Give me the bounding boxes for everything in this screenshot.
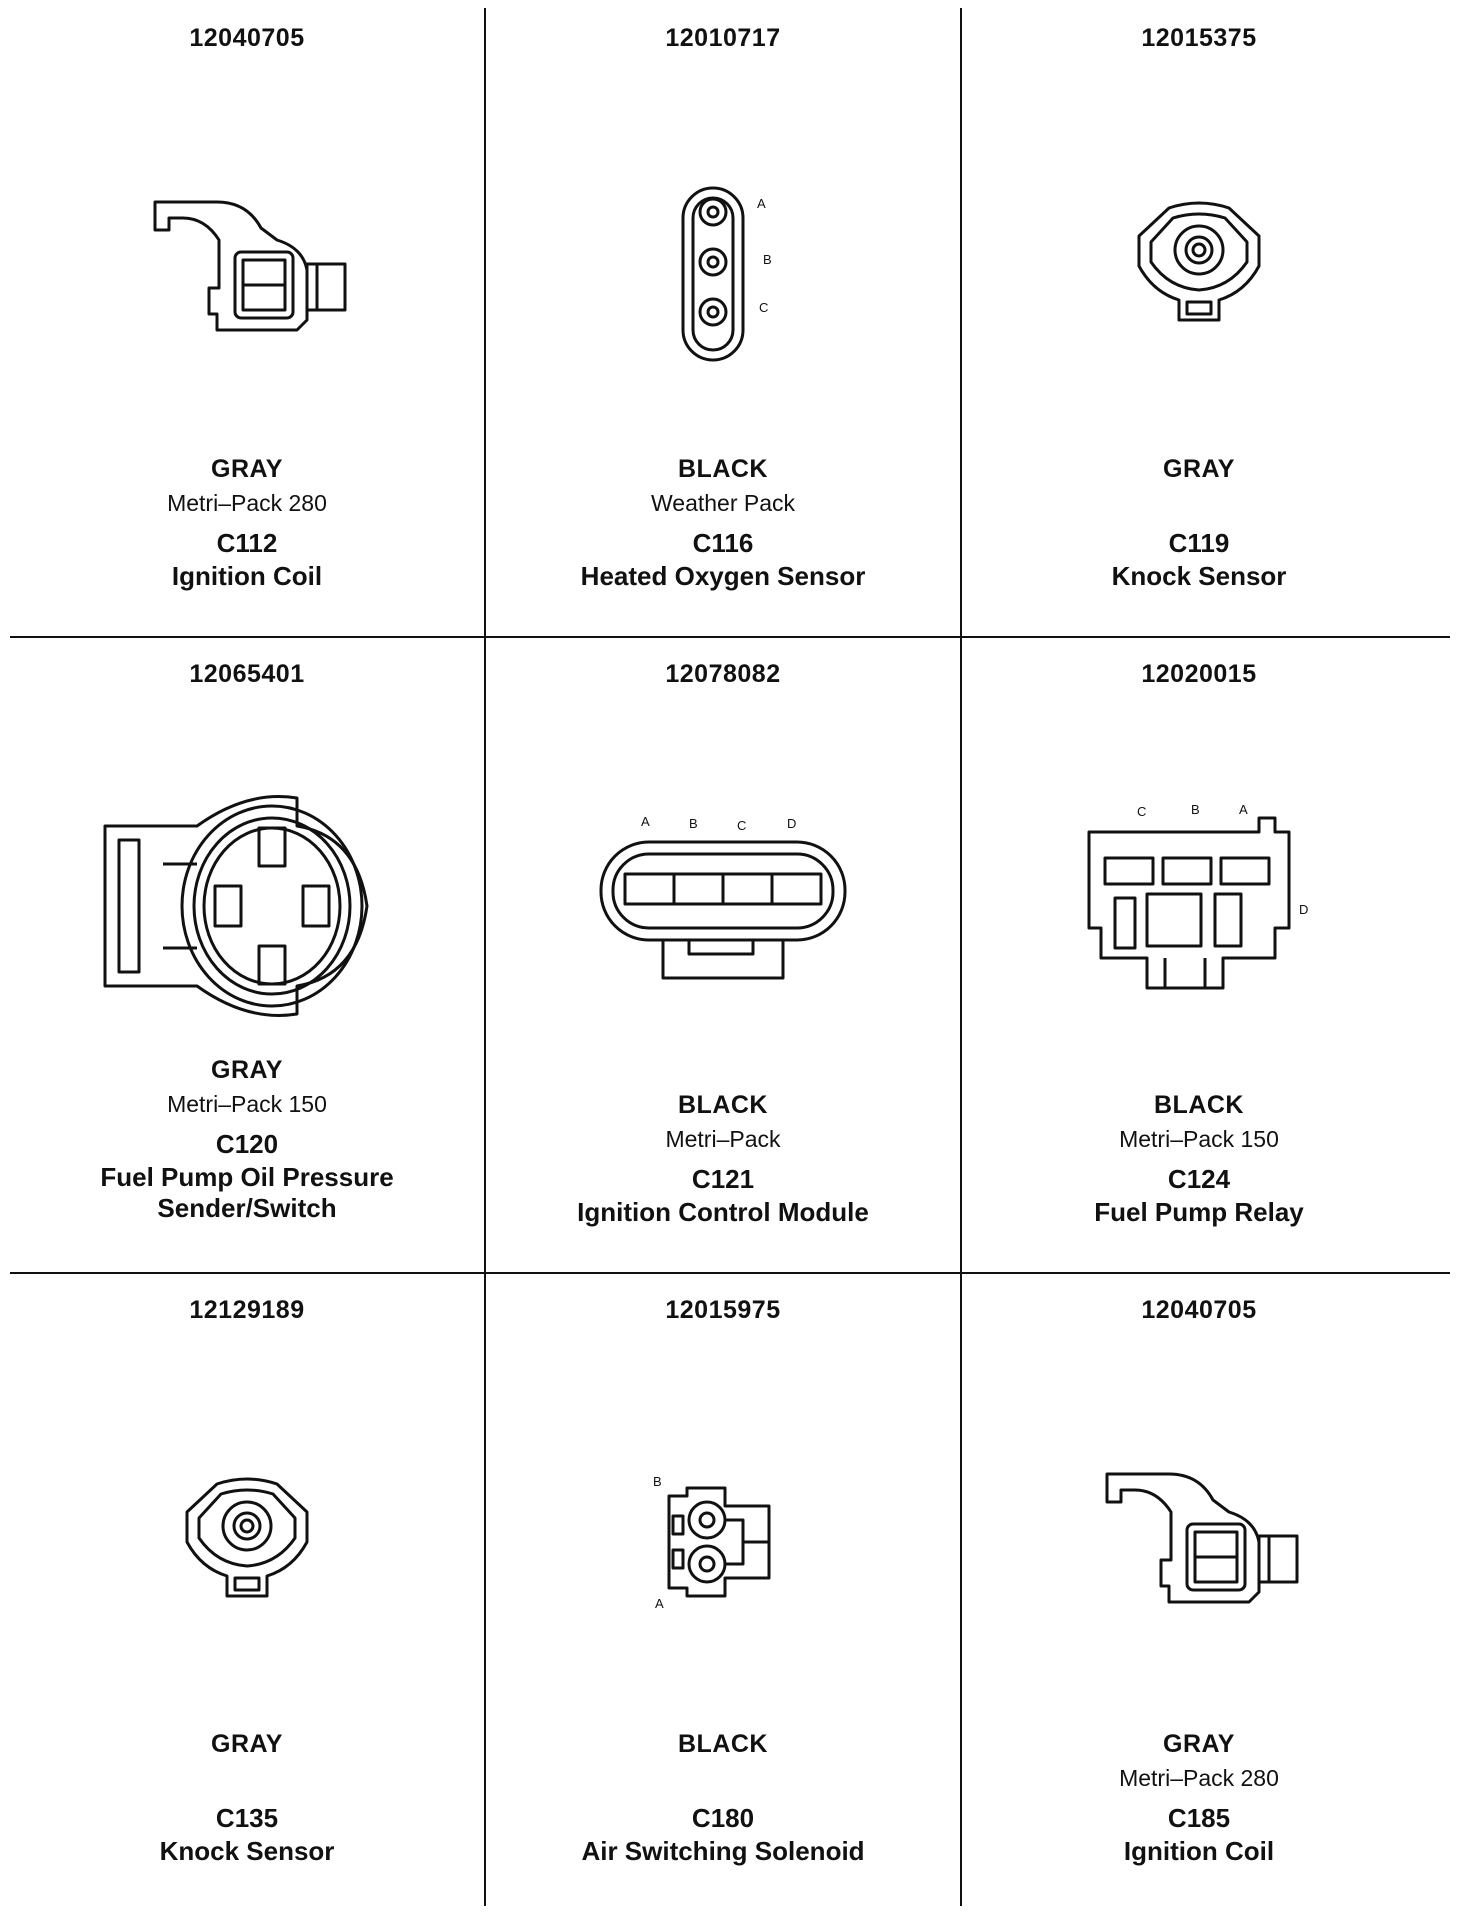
pin-label-d: D [787, 816, 797, 831]
connector-cell-c180 [486, 1272, 960, 1914]
connector-type: Metri–Pack 150 [167, 1091, 327, 1117]
connector-id: C112 [216, 528, 278, 558]
connector-info [10, 1730, 484, 1867]
connector-description: Fuel Pump Oil Pressure Sender/Switch [100, 1162, 394, 1223]
connector-color: BLACK [678, 455, 768, 483]
part-number: 12040705 [189, 24, 305, 52]
part-number: 12078082 [665, 660, 781, 688]
connector-cell-c119 [962, 0, 1436, 636]
connector-description: Ignition Coil [171, 561, 323, 591]
part-number: 12065401 [189, 660, 305, 688]
part-number: 12010717 [665, 24, 781, 52]
connector-color: GRAY [211, 1056, 283, 1084]
connector-type [10, 1765, 484, 1793]
connector-type: Metri–Pack 280 [167, 490, 327, 516]
connector-drawing-c135 [10, 1472, 484, 1602]
connector-id: C116 [692, 528, 754, 558]
connector-info [962, 455, 1436, 592]
part-number: 12040705 [1141, 1296, 1257, 1324]
connector-cell-c116 [486, 0, 960, 636]
pin-label-c: C [1137, 804, 1147, 819]
connector-description: Air Switching Solenoid [581, 1836, 865, 1866]
pin-label-d: D [1299, 902, 1309, 917]
pin-label-b: B [763, 252, 772, 267]
connector-type: Metri–Pack 280 [1119, 1765, 1279, 1791]
connector-drawing-c120 [10, 786, 484, 1026]
connector-cell-c112 [10, 0, 484, 636]
pin-label-a: A [1239, 802, 1248, 817]
connector-info [486, 1091, 960, 1228]
connector-info [486, 455, 960, 592]
connector-color: GRAY [1163, 455, 1235, 483]
pin-label-a: A [655, 1596, 664, 1611]
part-number: 12129189 [189, 1296, 305, 1324]
connector-cell-c124 [962, 636, 1436, 1272]
connector-id: C180 [691, 1803, 755, 1833]
connector-cell-c120 [10, 636, 484, 1272]
connector-id: C119 [1168, 528, 1230, 558]
connector-description: Knock Sensor [1111, 561, 1287, 591]
connector-type: Metri–Pack [665, 1126, 781, 1152]
connector-description: Heated Oxygen Sensor [580, 561, 866, 591]
connector-color: BLACK [678, 1730, 768, 1758]
pin-label-b: B [689, 816, 698, 831]
connector-info [10, 1056, 484, 1224]
connector-drawing-c185 [962, 1462, 1436, 1632]
connector-description: Fuel Pump Relay [1094, 1197, 1304, 1227]
connector-description: Ignition Coil [1123, 1836, 1275, 1866]
connector-type [962, 490, 1436, 518]
part-number: 12020015 [1141, 660, 1257, 688]
connector-cell-c135 [10, 1272, 484, 1914]
pin-label-b: B [653, 1474, 662, 1489]
pin-label-a: A [757, 196, 766, 211]
connector-color: GRAY [211, 455, 283, 483]
pin-label-c: C [737, 818, 747, 833]
connector-color: GRAY [211, 1730, 283, 1758]
connector-drawing-c124 [962, 798, 1436, 998]
connector-info [10, 455, 484, 592]
connector-id: C185 [1167, 1803, 1231, 1833]
connector-type [486, 1765, 960, 1793]
pin-label-a: A [641, 814, 650, 829]
connector-id: C124 [1167, 1164, 1231, 1194]
connector-description: Ignition Control Module [577, 1197, 869, 1227]
connector-cell-c185 [962, 1272, 1436, 1914]
connector-color: BLACK [678, 1091, 768, 1119]
connector-id: C135 [215, 1803, 279, 1833]
connector-info [962, 1091, 1436, 1228]
connector-drawing-c121 [486, 814, 960, 984]
connector-description: Knock Sensor [159, 1836, 335, 1866]
part-number: 12015375 [1141, 24, 1257, 52]
connector-color: GRAY [1163, 1730, 1235, 1758]
connector-cell-c121 [486, 636, 960, 1272]
connector-drawing-c112 [10, 190, 484, 360]
connector-id: C121 [691, 1164, 755, 1194]
connector-info [962, 1730, 1436, 1867]
connector-color: BLACK [1154, 1091, 1244, 1119]
connector-id: C120 [215, 1129, 279, 1159]
connector-drawing-c116 [486, 180, 960, 370]
connector-type: Metri–Pack 150 [1119, 1126, 1279, 1152]
connector-info [486, 1730, 960, 1867]
connector-type: Weather Pack [650, 490, 796, 516]
pin-label-b: B [1191, 802, 1200, 817]
pin-label-c: C [759, 300, 769, 315]
part-number: 12015975 [665, 1296, 781, 1324]
connector-drawing-c180 [486, 1472, 960, 1612]
connector-drawing-c119 [962, 196, 1436, 326]
